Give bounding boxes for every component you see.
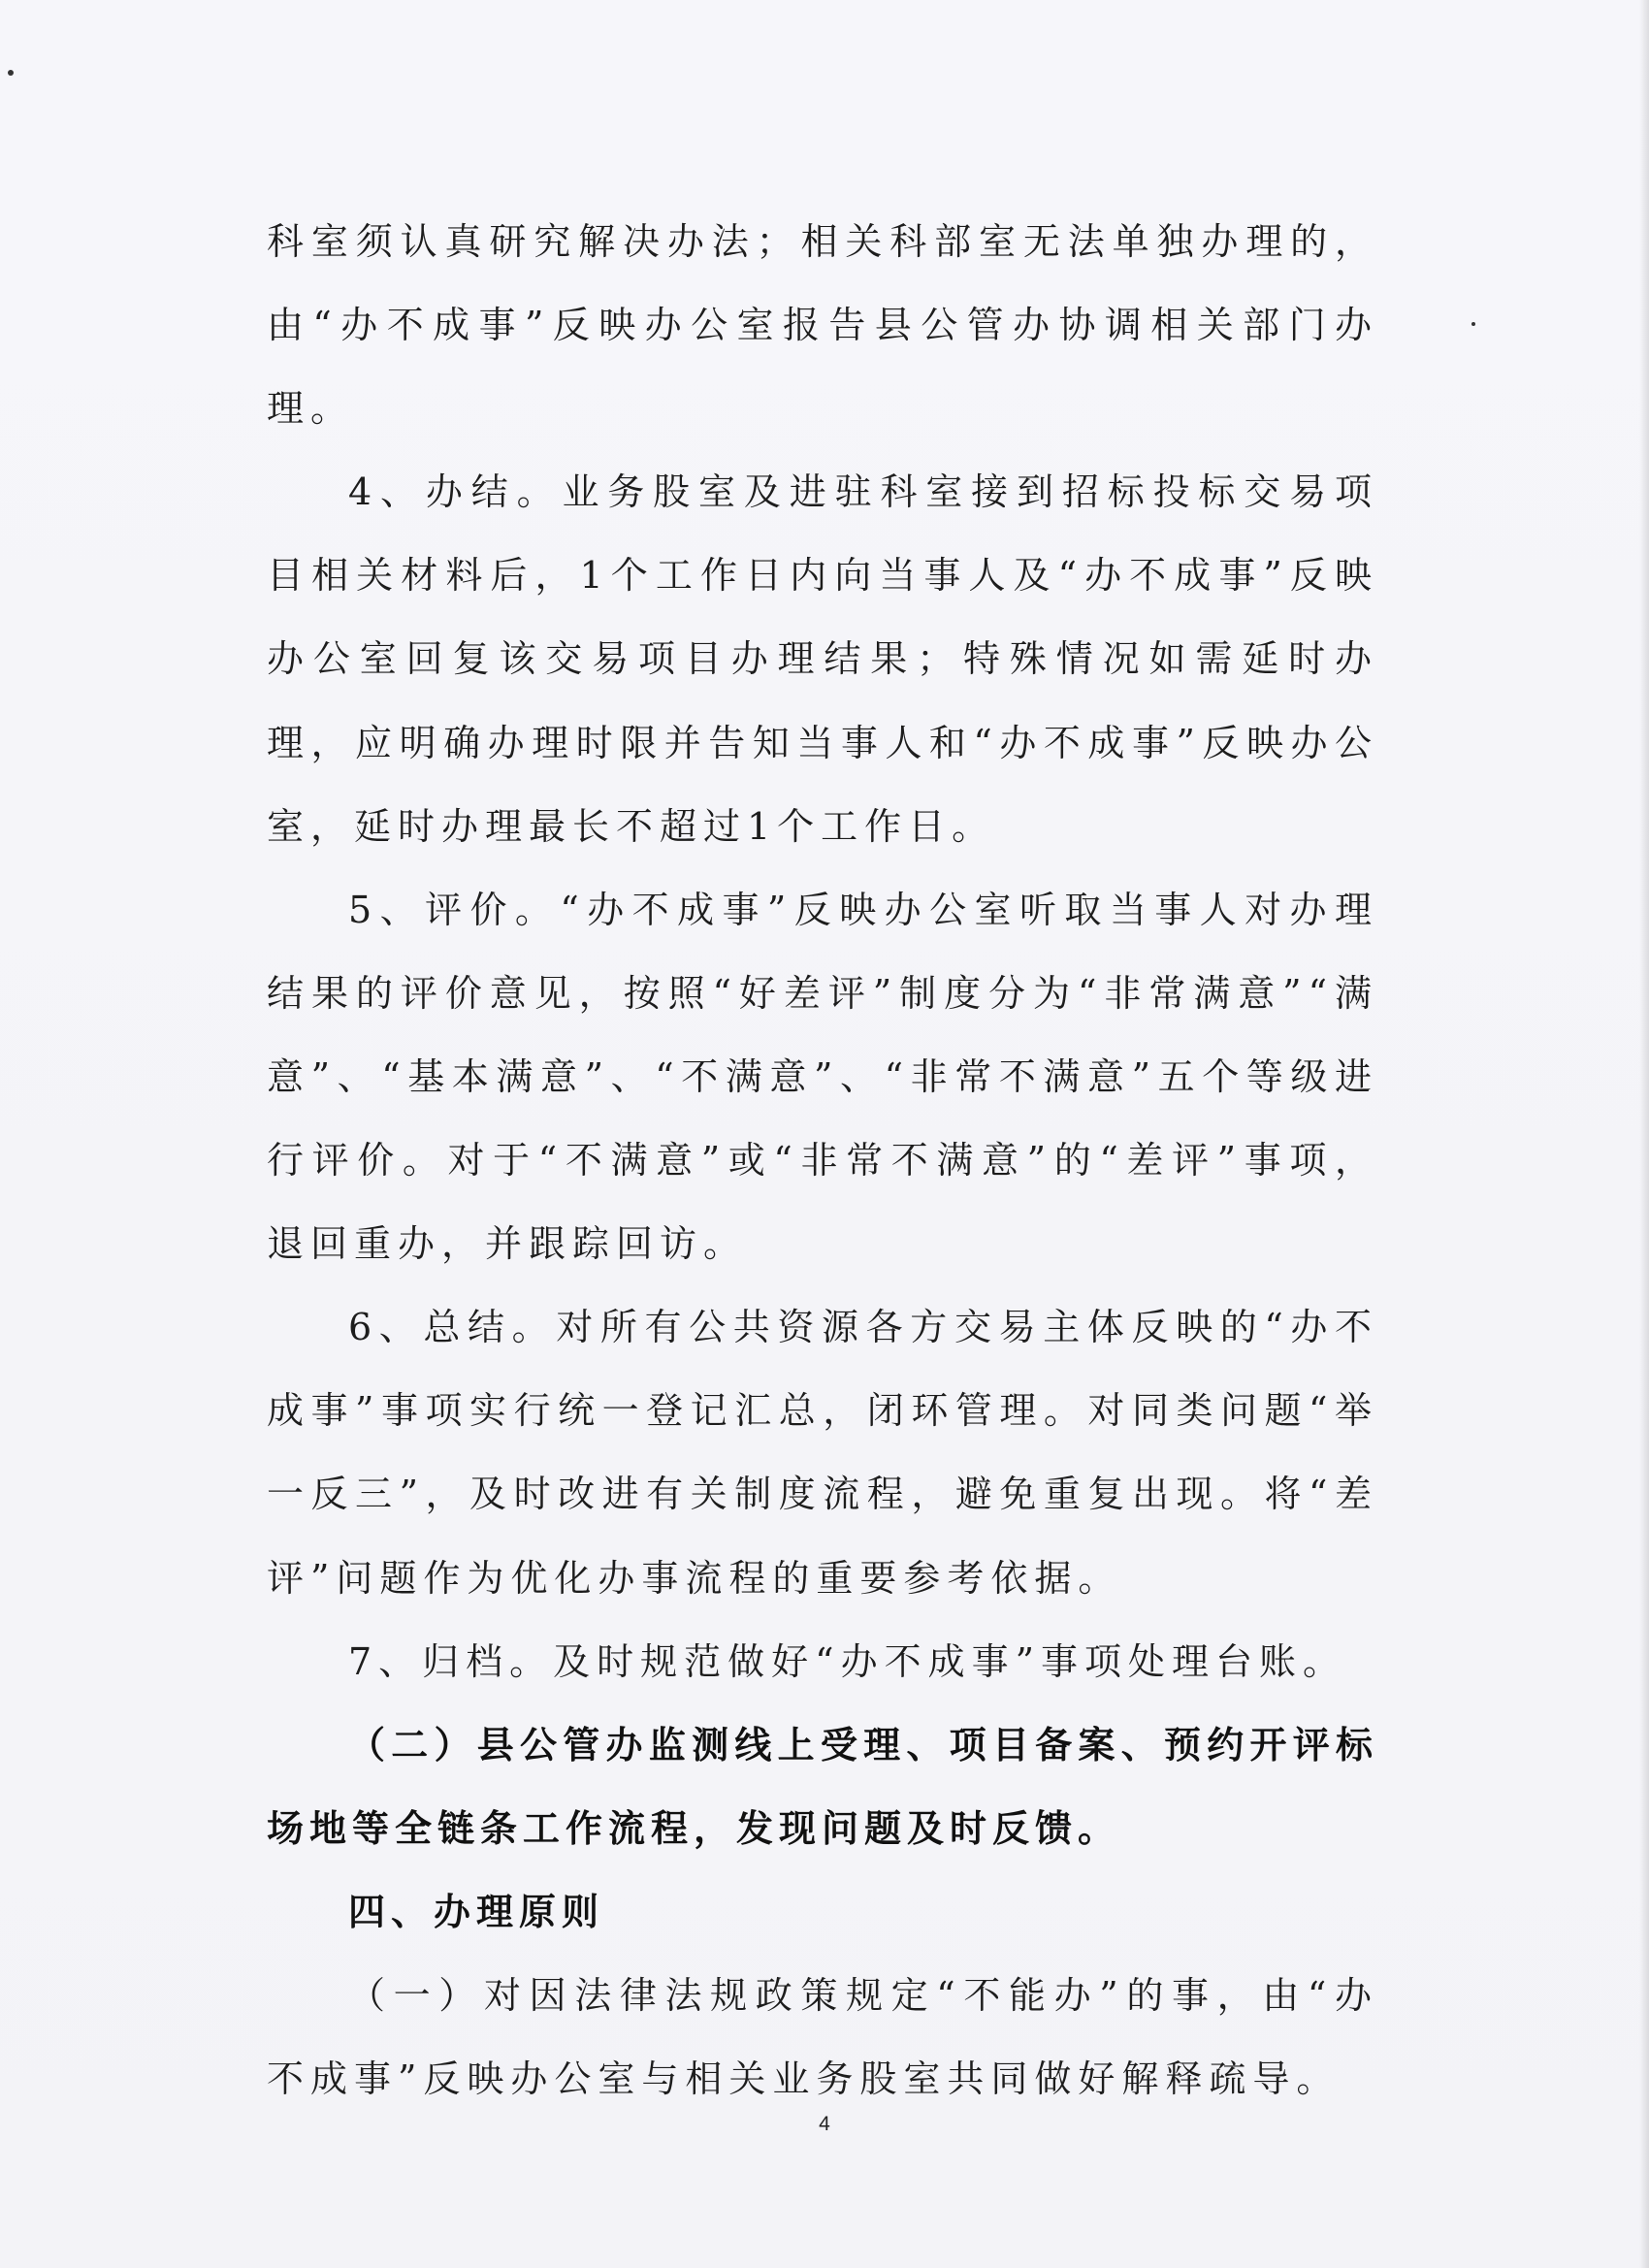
paragraph-item-5: 5、评价。“办不成事”反映办公室听取当事人对办理结果的评价意见，按照“好差评”制度分为“非常满意”“满意”、“基本满意”、“不满意”、“非常不满意”五个等级进行评价。对于“不满意”或“非常不满意”的“差评”事项，退回重办，并跟踪回访。 [267,888,1378,1266]
page-number: 4 [819,2113,830,2135]
document-body [267,200,1378,2121]
paragraph-item-7: 7、归档。及时规范做好“办不成事”事项处理台账。 [348,1639,1347,1683]
page-edge-shadow [1639,0,1649,2268]
scan-speck [1471,322,1475,326]
paragraph-principle-1: （一）对因法律法规政策规定“不能办”的事，由“办不成事”反映办公室与相关业务股室共同做好解释疏导。 [267,1973,1378,2101]
section-heading-4: 四、办理原则 [348,1890,605,1933]
paragraph-item-6: 6、总结。对所有公共资源各方交易主体反映的“办不成事”事项实行统一登记汇总，闭环管理。对同类问题“举一反三”，及时改进有关制度流程，避免重复出现。将“差评”问题作为优化办事流程的重要参考依据。 [267,1306,1378,1600]
scan-speck [8,70,14,76]
paragraph-item-4: 4、办结。业务股室及进驻科室接到招标投标交易项目相关材料后，1个工作日内向当事人及“办不成事”反映办公室回复该交易项目办理结果；特殊情况如需延时办理，应明确办理时限并告知当事人和“办不成事”反映办公室，延时办理最长不超过1个工作日。 [267,470,1378,848]
paragraph-continuation: 科室须认真研究解决办法；相关科部室无法单独办理的，由“办不成事”反映办公室报告县公管办协调相关部门办理。 [267,220,1378,431]
subheading-2: （二）县公管办监测线上受理、项目备案、预约开评标场地等全链条工作流程，发现问题及时反馈。 [267,1723,1378,1850]
